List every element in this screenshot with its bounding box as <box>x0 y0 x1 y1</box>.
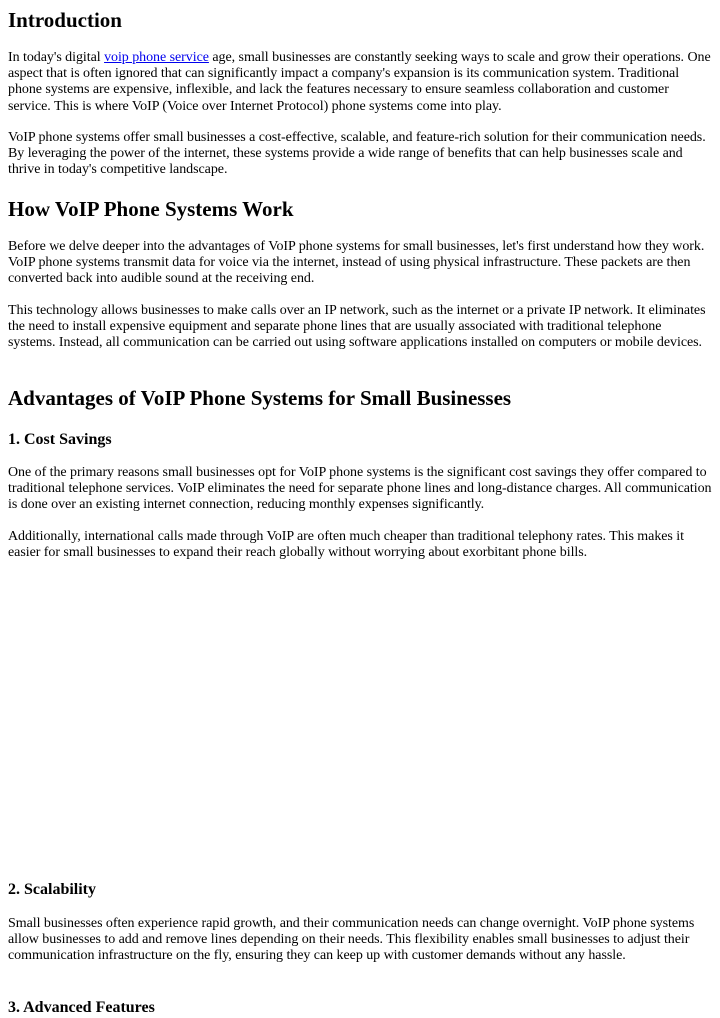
cost-savings-heading: 1. Cost Savings <box>8 431 112 448</box>
how-voip-works-paragraph-1: Before we delve deeper into the advantages of VoIP phone systems for small businesses, let's first understand how they work. VoIP phone systems transmit data for voice via the internet, instead of using physical infrastructure. These packets are then converted back into audible sound at the receiving end. <box>8 239 705 287</box>
advantages-heading: Advantages of VoIP Phone Systems for Small Businesses <box>8 386 512 410</box>
scalability-heading: 2. Scalability <box>8 881 97 898</box>
blank-image-area <box>8 572 712 867</box>
voip-phone-service-link[interactable]: voip phone service <box>104 50 209 65</box>
intro-text-before-link: In today's digital <box>8 50 105 65</box>
advanced-features-heading: 3. Advanced Features <box>8 999 155 1016</box>
intro-text-after-link: age, small businesses are constantly seeking ways to scale and grow their operations. One aspect that is often ignored that can significantly impact a company's expansion is its communication system. Traditional phone systems are expensive, inflexible, and lack the features necessary to ensure seamless collaboration and customer service. This is where VoIP (Voice over Internet Protocol) phone systems come into play. <box>8 50 711 114</box>
introduction-heading: Introduction <box>8 8 122 32</box>
cost-savings-paragraph-1: One of the primary reasons small businesses opt for VoIP phone systems is the significant cost savings they offer compared to traditional telephone services. VoIP eliminates the need for separate phone lines and long-distance charges. All communication is done over an existing internet connection, reducing monthly expenses significantly. <box>8 465 712 513</box>
cost-savings-paragraph-2: Additionally, international calls made through VoIP are often much cheaper than traditional telephony rates. This makes it easier for small businesses to expand their reach globally without worrying about exorbitant phone bills. <box>8 529 684 561</box>
how-voip-works-paragraph-2: This technology allows businesses to make calls over an IP network, such as the internet or a private IP network. It eliminates the need to install expensive equipment and separate phone lines that are usually associated with traditional telephone systems. Instead, all communication can be carried out using software applications installed on computers or mobile devices. <box>8 303 706 351</box>
introduction-paragraph-1 <box>8 50 712 115</box>
how-voip-works-heading: How VoIP Phone Systems Work <box>8 197 294 221</box>
introduction-paragraph-2: VoIP phone systems offer small businesses a cost-effective, scalable, and feature-rich solution for their communication needs. By leveraging the power of the internet, these systems provide a wide range of benefits that can help businesses scale and thrive in today's competitive landscape. <box>8 130 706 178</box>
scalability-paragraph-1: Small businesses often experience rapid growth, and their communication needs can change overnight. VoIP phone systems allow businesses to add and remove lines depending on their needs. This flexibility enables small businesses to adjust their communication infrastructure on the fly, ensuring they can keep up with customer demands without any hassle. <box>8 916 695 964</box>
